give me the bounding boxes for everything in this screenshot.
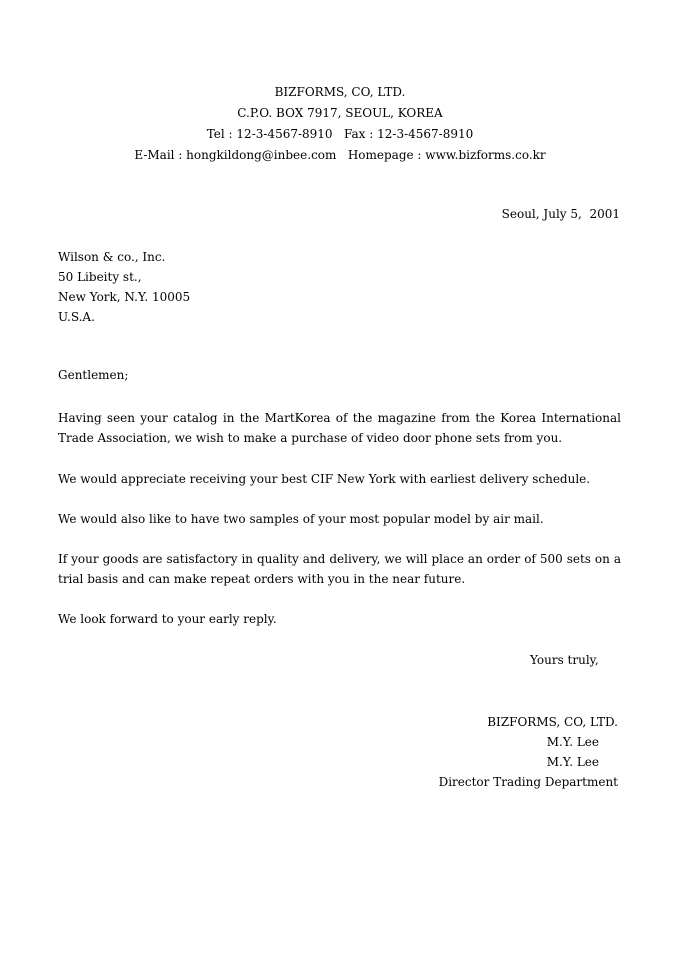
body-paragraph-5: We look forward to your early reply. bbox=[58, 612, 277, 626]
signature-name-2: M.Y. Lee bbox=[546, 755, 599, 769]
letterhead bbox=[0, 82, 680, 166]
salutation: Gentlemen; bbox=[58, 368, 129, 382]
body-paragraph-4: If your goods are satisfactory in quality and delivery, we will place an order of 500 sets on a trial basis and can make repeat orders with you in the near future. bbox=[58, 552, 621, 586]
recipient-line-2: 50 Libeity st., bbox=[58, 270, 142, 284]
recipient-line-1: Wilson & co., Inc. bbox=[58, 250, 166, 264]
recipient-line-4: U.S.A. bbox=[58, 310, 95, 324]
signature-company: BIZFORMS, CO, LTD. bbox=[487, 715, 618, 729]
letterhead-company: BIZFORMS, CO, LTD. bbox=[274, 85, 406, 99]
letterhead-contact: Tel : 12-3-4567-8910 Fax : 12-3-4567-8910 bbox=[206, 127, 474, 141]
body-paragraph-3: We would also like to have two samples of your most popular model by air mail. bbox=[58, 512, 544, 526]
signature-block bbox=[439, 712, 618, 792]
closing: Yours truly, bbox=[530, 653, 599, 667]
signature-title: Director Trading Department bbox=[438, 775, 618, 789]
body-paragraph-2: We would appreciate receiving your best CIF New York with earliest delivery schedule. bbox=[58, 472, 591, 486]
body-paragraph-1: Having seen your catalog in the MartKorea of the magazine from the Korea International Trade Association, we wish to make a purchase of video door phone sets from you. bbox=[58, 411, 621, 445]
letter-date: Seoul, July 5, 2001 bbox=[501, 207, 620, 221]
signature-name-1: M.Y. Lee bbox=[546, 735, 599, 749]
letterhead-address: C.P.O. BOX 7917, SEOUL, KOREA bbox=[237, 106, 443, 120]
recipient-line-3: New York, N.Y. 10005 bbox=[58, 290, 191, 304]
letterhead-web: E-Mail : hongkildong@inbee.com Homepage : www.bizforms.co.kr bbox=[134, 148, 546, 162]
recipient-address bbox=[58, 247, 190, 327]
